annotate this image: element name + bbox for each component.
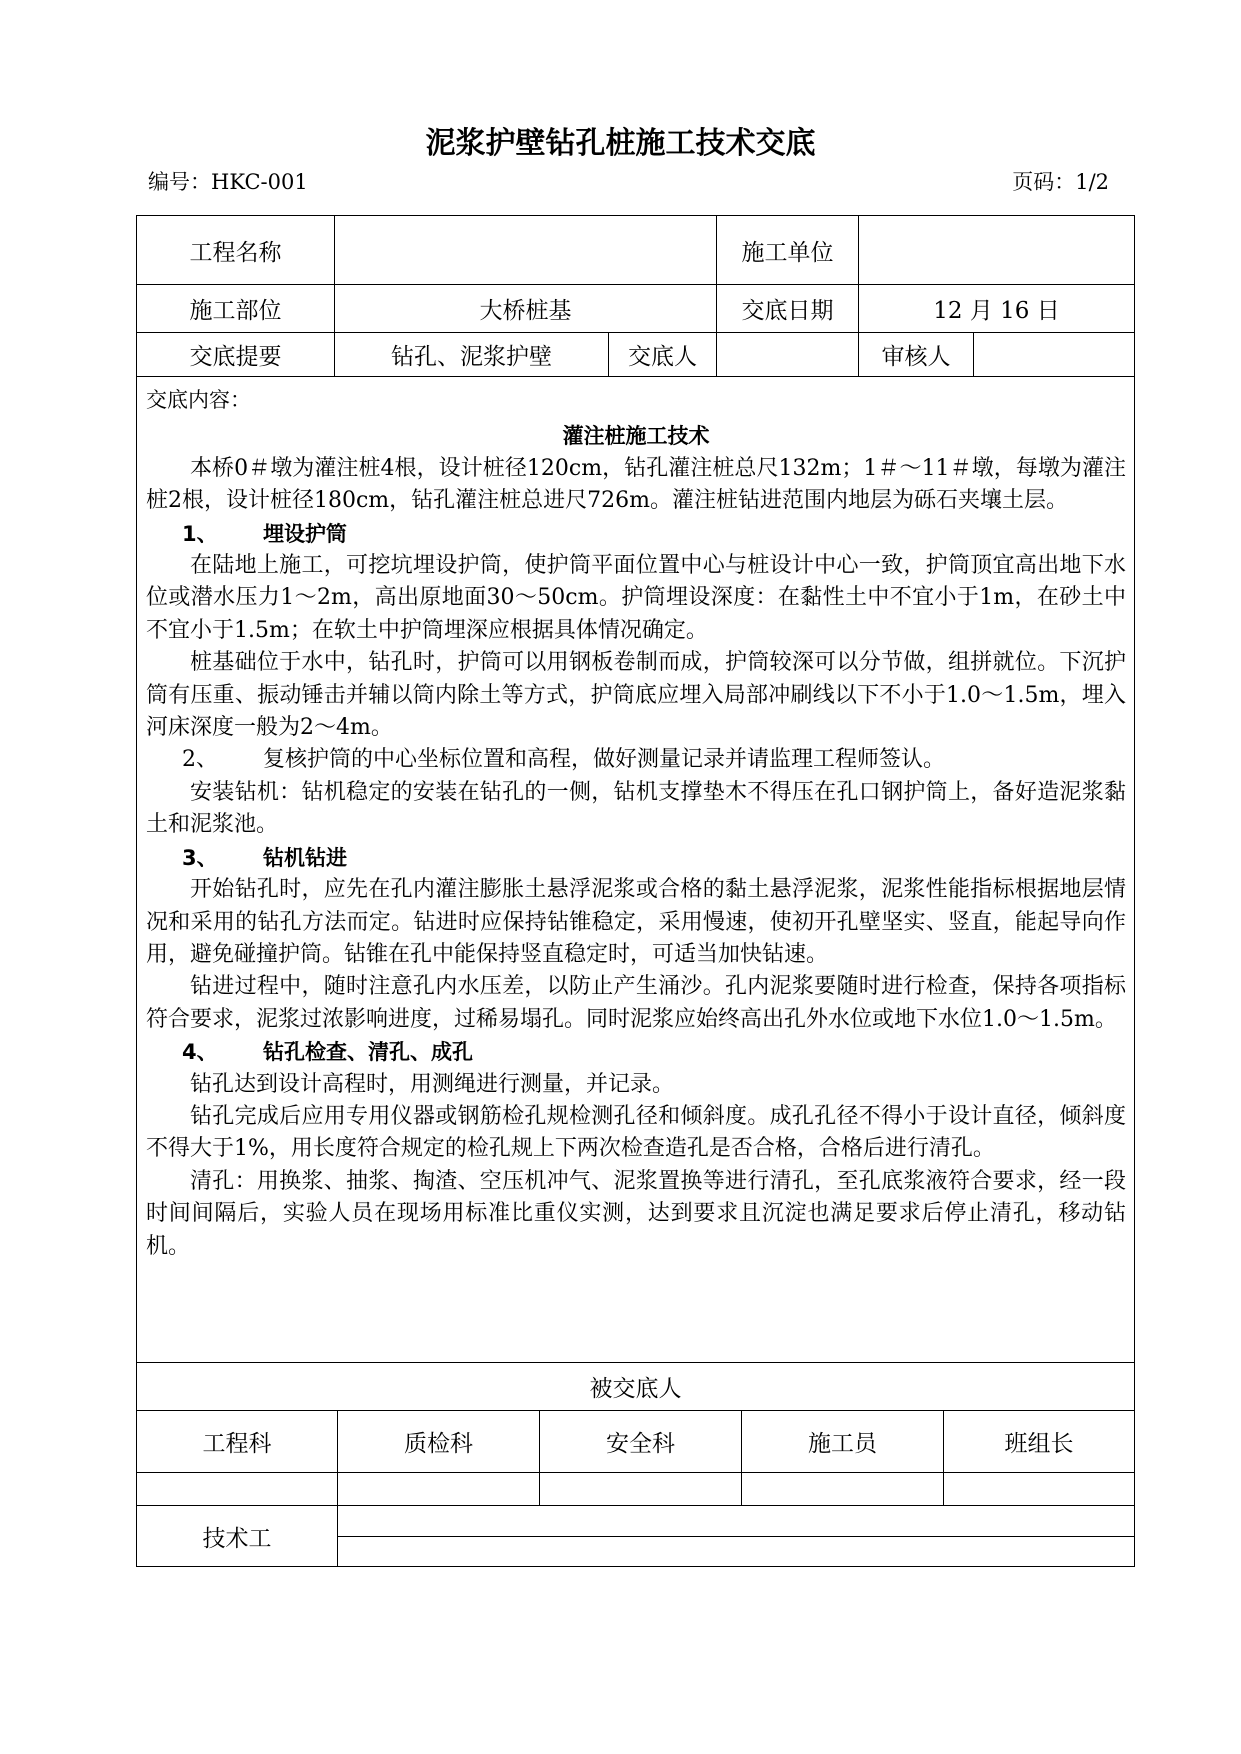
reviewer-field[interactable] (974, 333, 1134, 376)
summary-field[interactable]: 钻孔、泥浆护壁 (391, 344, 552, 370)
section-number: 2、 (182, 747, 218, 773)
location-field[interactable]: 大桥桩基 (479, 298, 572, 324)
recipient-col-safety: 安全科 (606, 1431, 675, 1457)
paragraph: 钻孔达到设计高程时，用测绳进行测量，并记录。 (190, 1071, 675, 1097)
document-number: 编号：HKC-001 (148, 170, 308, 194)
content-label: 交底内容： (146, 388, 251, 412)
paragraph: 钻孔完成后应用专用仪器或钢筋检孔规检测孔径和倾斜度。成孔孔径不得小于设计直径，倾斜度不得大于1%，用长度符合规定的检孔规上下两次检查造孔是否合格，合格后进行清孔。 (146, 1103, 1126, 1162)
section-title: 埋设护筒 (263, 521, 347, 546)
row-divider (137, 1472, 1134, 1473)
intro-paragraph: 本桥0＃墩为灌注桩4根，设计桩径120cm，钻孔灌注桩总尺132m；1＃～11＃墩，每墩为灌注桩2根，设计桩径180cm，钻孔灌注桩总进尺726m。灌注桩钻进范围内地层为砾石夹壤土层。 (146, 455, 1126, 514)
contractor-label: 施工单位 (741, 239, 834, 266)
project-name-label: 工程名称 (189, 239, 282, 266)
recipient-col-quality: 质检科 (404, 1431, 473, 1457)
recipient-col-foreman: 班组长 (1004, 1431, 1074, 1457)
technician-label: 技术工 (202, 1525, 272, 1552)
section-title: 钻机钻进 (263, 845, 347, 870)
section-heading (146, 842, 1126, 874)
date-label: 交底日期 (741, 298, 834, 324)
section-number: 3、 (182, 845, 218, 870)
section-heading (146, 518, 1126, 550)
page-number: 页码：1/2 (1012, 170, 1109, 194)
contractor-field[interactable] (859, 216, 1134, 284)
project-name-field[interactable] (335, 216, 716, 284)
recipient-col-builder: 施工员 (808, 1431, 877, 1457)
row-divider (337, 1536, 1134, 1537)
section-title: 复核护筒的中心坐标位置和高程，做好测量记录并请监理工程师签认。 (263, 747, 946, 773)
content-subtitle: 灌注桩施工技术 (562, 424, 710, 449)
recipients-label: 被交底人 (589, 1376, 682, 1402)
row-divider (137, 376, 1134, 377)
section-heading (146, 1036, 1126, 1068)
paragraph: 清孔：用换浆、抽浆、掏渣、空压机冲气、泥浆置换等进行清孔，至孔底浆液符合要求，经一段时间间隔后，实验人员在现场用标准比重仪实测，达到要求且沉淀也满足要求后停止清孔，移动钻机。 (146, 1168, 1126, 1259)
location-label: 施工部位 (189, 298, 282, 324)
section-number: 4、 (182, 1040, 218, 1065)
section-heading (146, 744, 1126, 776)
presenter-label: 交底人 (628, 344, 697, 370)
reviewer-label: 审核人 (881, 344, 951, 370)
paragraph: 钻进过程中，随时注意孔内水压差，以防止产生涌沙。孔内泥浆要随时进行检查，保持各项指标符合要求，泥浆过浓影响进度，过稀易塌孔。同时泥浆应始终高出孔外水位或地下水位1.0～1.5m。 (146, 974, 1126, 1032)
recipient-col-engineering: 工程科 (202, 1431, 272, 1457)
presenter-field[interactable] (717, 333, 858, 376)
paragraph: 安装钻机：钻机稳定的安装在钻孔的一侧，钻机支撑垫木不得压在孔口钢护筒上，备好造泥浆黏土和泥浆池。 (146, 779, 1126, 838)
document-title: 泥浆护壁钻孔桩施工技术交底 (425, 126, 816, 161)
handover-content (146, 384, 1126, 1263)
paragraph: 在陆地上施工，可挖坑埋设护筒，使护筒平面位置中心与桩设计中心一致，护筒顶宜高出地下水位或潜水压力1～2m，高出原地面30～50cm。护筒埋设深度：在黏性土中不宜小于1m，在砂土中不宜小于1.5m；在软土中护筒埋深应根据具体情况确定。 (146, 553, 1126, 643)
paragraph: 开始钻孔时，应先在孔内灌注膨胀土悬浮泥浆或合格的黏土悬浮泥浆，泥浆性能指标根据地层情况和采用的钻孔方法而定。钻进时应保持钻锥稳定，采用慢速，使初开孔壁坚实、竖直，能起导向作用，避免碰撞护筒。钻锥在孔中能保持竖直稳定时，可适当加快钻速。 (146, 877, 1126, 967)
summary-label: 交底提要 (189, 344, 282, 370)
paragraph: 桩基础位于水中，钻孔时，护筒可以用钢板卷制而成，护筒较深可以分节做，组拼就位。下沉护筒有压重、振动锤击并辅以筒内除土等方式，护筒底应埋入局部冲刷线以下不小于1.0～1.5m，埋入河床深度一般为2～4m。 (146, 650, 1126, 741)
section-title: 钻孔检查、清孔、成孔 (263, 1040, 473, 1065)
section-number: 1、 (182, 521, 218, 546)
date-field[interactable]: 12 月 16 日 (933, 298, 1060, 324)
